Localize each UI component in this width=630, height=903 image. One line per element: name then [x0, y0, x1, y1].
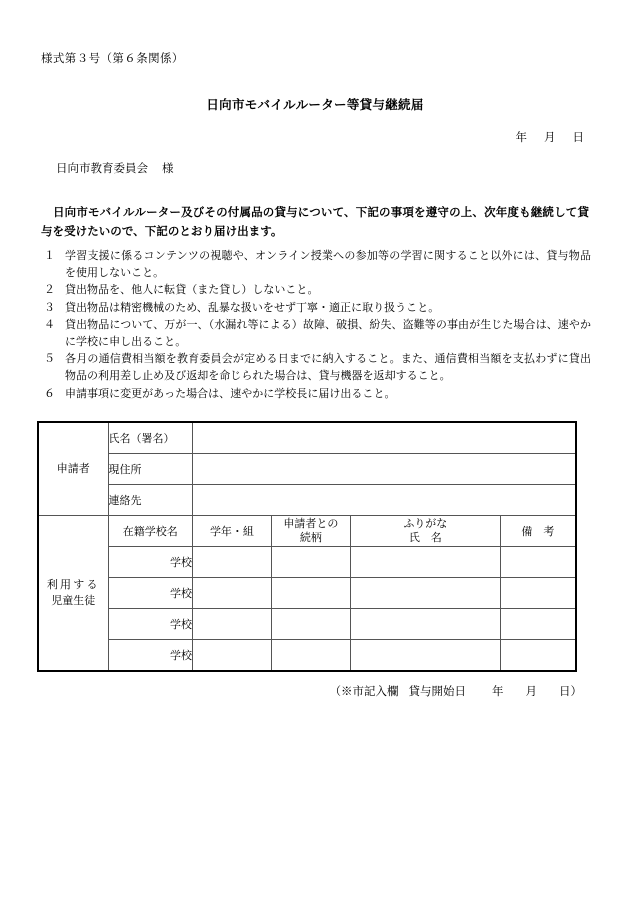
student-remarks-field[interactable] — [500, 578, 576, 609]
student-school-field[interactable]: 学校 — [108, 640, 192, 672]
condition-number: ５ — [44, 353, 55, 366]
student-relation-field[interactable] — [271, 578, 350, 609]
condition-number: ４ — [44, 318, 55, 331]
applicant-name-label: 氏名（署名） — [108, 422, 192, 454]
city-use-note — [330, 683, 583, 699]
student-relation-field[interactable] — [271, 609, 350, 640]
student-school-field[interactable]: 学校 — [108, 547, 192, 578]
lend-start-month: 月 — [525, 686, 537, 698]
addressee-honorific: 様 — [162, 163, 174, 175]
page-title: 日向市モバイルルーター等貸与継続届 — [206, 98, 424, 112]
student-name-field[interactable] — [350, 578, 500, 609]
student-relation-field[interactable] — [271, 547, 350, 578]
condition-item — [41, 300, 591, 317]
condition-text: 貸出物品は精密機械のため、乱暴な扱いをせず丁寧・適正に取り扱うこと。 — [65, 301, 440, 314]
intro-paragraph: 日向市モバイルルーター及びその付属品の貸与について、下記の事項を遵守の上、次年度も継続して貸与を受けたいので、下記のとおり届け出ます。 — [41, 207, 589, 238]
student-remarks-field[interactable] — [500, 640, 576, 672]
applicant-contact-field[interactable] — [192, 485, 576, 516]
addressee — [56, 160, 174, 176]
student-grade-class-field[interactable] — [192, 640, 271, 672]
date-day: 日 — [572, 132, 584, 144]
lend-start-day: 日） — [559, 686, 582, 698]
applicant-name-field[interactable] — [192, 422, 576, 454]
student-remarks-field[interactable] — [500, 609, 576, 640]
conditions-list — [41, 248, 591, 403]
student-school-field[interactable]: 学校 — [108, 609, 192, 640]
date-year: 年 — [515, 132, 527, 144]
lend-start-label: 貸与開始日 — [408, 686, 466, 698]
students-label-line1: 利用する — [46, 579, 100, 591]
column-header-relation — [271, 516, 350, 547]
applicant-address-label: 現住所 — [108, 454, 192, 485]
students-section-label — [38, 516, 108, 672]
table-row — [38, 640, 576, 672]
table-row — [38, 578, 576, 609]
condition-text: 貸出物品について、万が一、（水漏れ等による）故障、破損、紛失、盗難等の事由が生じた場合は、速やかに学校に申し出ること。 — [65, 318, 591, 349]
condition-text: 学習支援に係るコンテンツの視聴や、オンライン授業への参加等の学習に関すること以外には、貸与物品を使用しないこと。 — [65, 250, 591, 280]
students-label-line2: 児童生徒 — [51, 595, 96, 607]
column-header-relation-line1: 申請者との — [283, 518, 339, 530]
table-row — [38, 547, 576, 578]
lend-start-year: 年 — [492, 686, 504, 698]
student-school-field[interactable]: 学校 — [108, 578, 192, 609]
student-grade-class-field[interactable] — [192, 578, 271, 609]
date-month: 月 — [544, 132, 556, 144]
table-row — [38, 609, 576, 640]
column-header-remarks: 備 考 — [500, 516, 576, 547]
condition-item — [41, 317, 591, 351]
condition-text: 申請事項に変更があった場合は、速やかに学校長に届け出ること。 — [65, 387, 396, 400]
form-number: 様式第３号（第６条関係） — [41, 53, 184, 65]
condition-text: 各月の通信費相当額を教育委員会が定める日までに納入すること。また、通信費相当額を支払わずに貸出物品の利用差し止め及び返却を命じられた場合は、貸与機器を返却すること。 — [65, 353, 591, 383]
condition-number: ６ — [44, 387, 55, 400]
applicant-section-label: 申請者 — [38, 422, 108, 516]
column-header-name-line1: ふりがな — [403, 518, 448, 530]
student-name-field[interactable] — [350, 547, 500, 578]
student-name-field[interactable] — [350, 609, 500, 640]
city-use-open: （※市記入欄 — [329, 686, 399, 698]
condition-item — [41, 351, 591, 385]
condition-item — [41, 248, 591, 282]
condition-number: １ — [44, 250, 55, 262]
student-remarks-field[interactable] — [500, 547, 576, 578]
condition-text: 貸出物品を、他人に転貸（また貸し）しないこと。 — [65, 284, 319, 297]
table-row — [38, 422, 576, 454]
condition-number: ３ — [44, 301, 55, 314]
applicant-contact-label: 連絡先 — [108, 485, 192, 516]
table-row — [38, 485, 576, 516]
column-header-grade-class: 学年・組 — [192, 516, 271, 547]
date-line — [516, 129, 585, 145]
column-header-name-line2: 氏 名 — [408, 532, 442, 544]
condition-number: ２ — [44, 284, 55, 297]
student-name-field[interactable] — [350, 640, 500, 672]
condition-item — [41, 282, 591, 299]
student-grade-class-field[interactable] — [192, 547, 271, 578]
applicant-address-field[interactable] — [192, 454, 576, 485]
column-header-relation-line2: 続柄 — [299, 532, 322, 544]
student-grade-class-field[interactable] — [192, 609, 271, 640]
student-relation-field[interactable] — [271, 640, 350, 672]
table-row — [38, 454, 576, 485]
column-header-school: 在籍学校名 — [108, 516, 192, 547]
application-table — [37, 421, 577, 672]
table-header-row — [38, 516, 576, 547]
addressee-name: 日向市教育委員会 — [56, 163, 148, 175]
condition-item — [41, 386, 591, 403]
column-header-name — [350, 516, 500, 547]
